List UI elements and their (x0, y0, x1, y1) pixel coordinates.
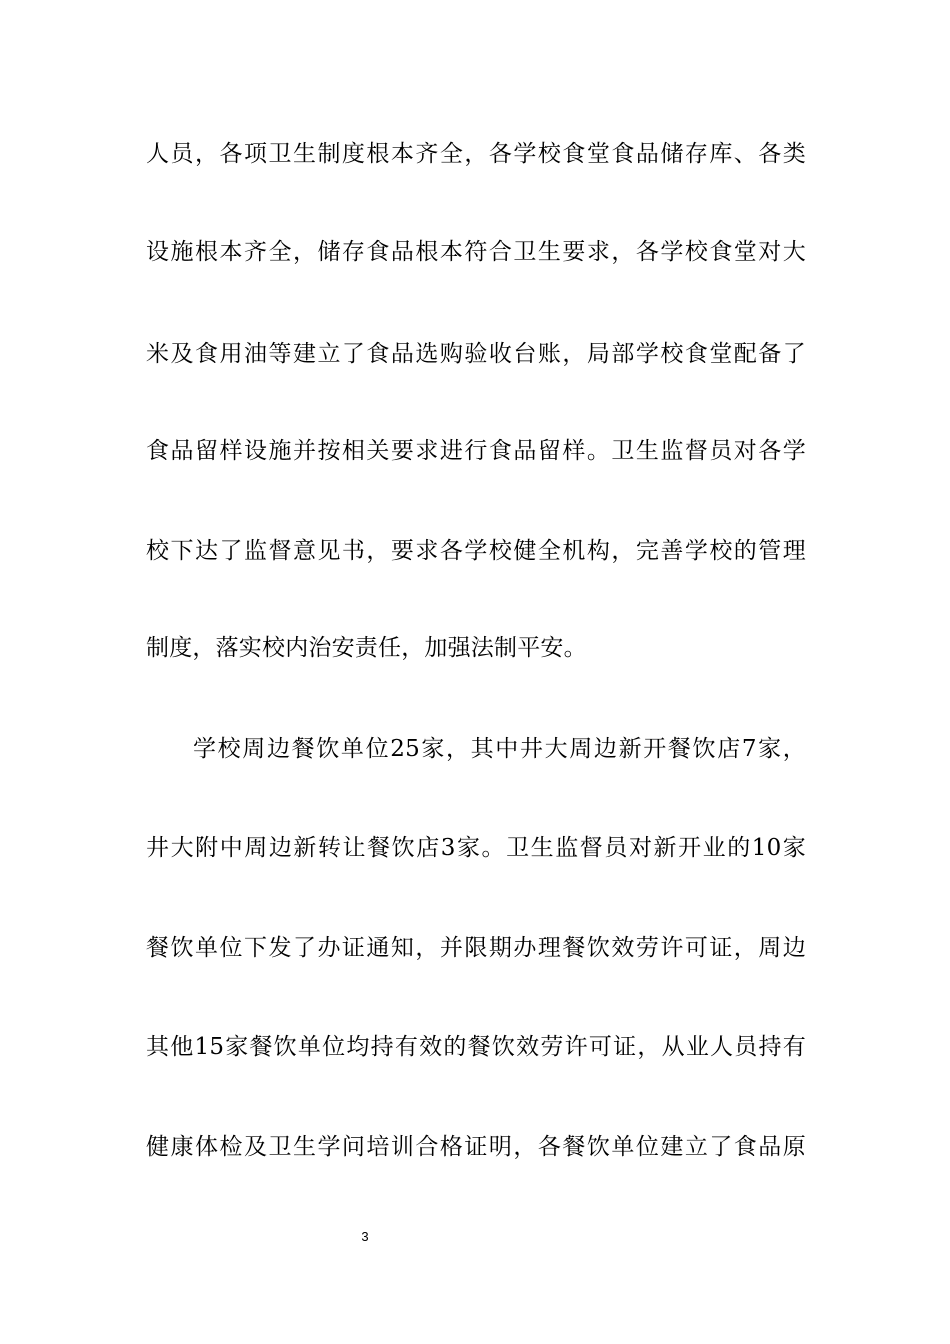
paragraph-line: 制度，落实校内治安责任，加强法制平安。 (146, 635, 587, 661)
paragraph-line: 米及食用油等建立了食品选购验收台账，局部学校食堂配备了 (146, 341, 806, 367)
page-number: 3 (361, 1229, 369, 1244)
paragraph-line: 人员，各项卫生制度根本齐全，各学校食堂食品储存库、各类 (146, 141, 806, 167)
paragraph-line: 健康体检及卫生学问培训合格证明，各餐饮单位建立了食品原 (146, 1134, 806, 1160)
paragraph-line: 井大附中周边新转让餐饮店3家。卫生监督员对新开业的10家 (146, 835, 806, 861)
paragraph-line: 校下达了监督意见书，要求各学校健全机构，完善学校的管理 (146, 538, 806, 564)
paragraph-line: 学校周边餐饮单位25家，其中井大周边新开餐饮店7家， (193, 736, 806, 762)
paragraph-line: 餐饮单位下发了办证通知，并限期办理餐饮效劳许可证，周边 (146, 935, 806, 961)
paragraph-line: 设施根本齐全，储存食品根本符合卫生要求，各学校食堂对大 (146, 239, 806, 265)
paragraph-line: 食品留样设施并按相关要求进行食品留样。卫生监督员对各学 (146, 438, 806, 464)
paragraph-line: 其他15家餐饮单位均持有效的餐饮效劳许可证，从业人员持有 (146, 1034, 806, 1060)
